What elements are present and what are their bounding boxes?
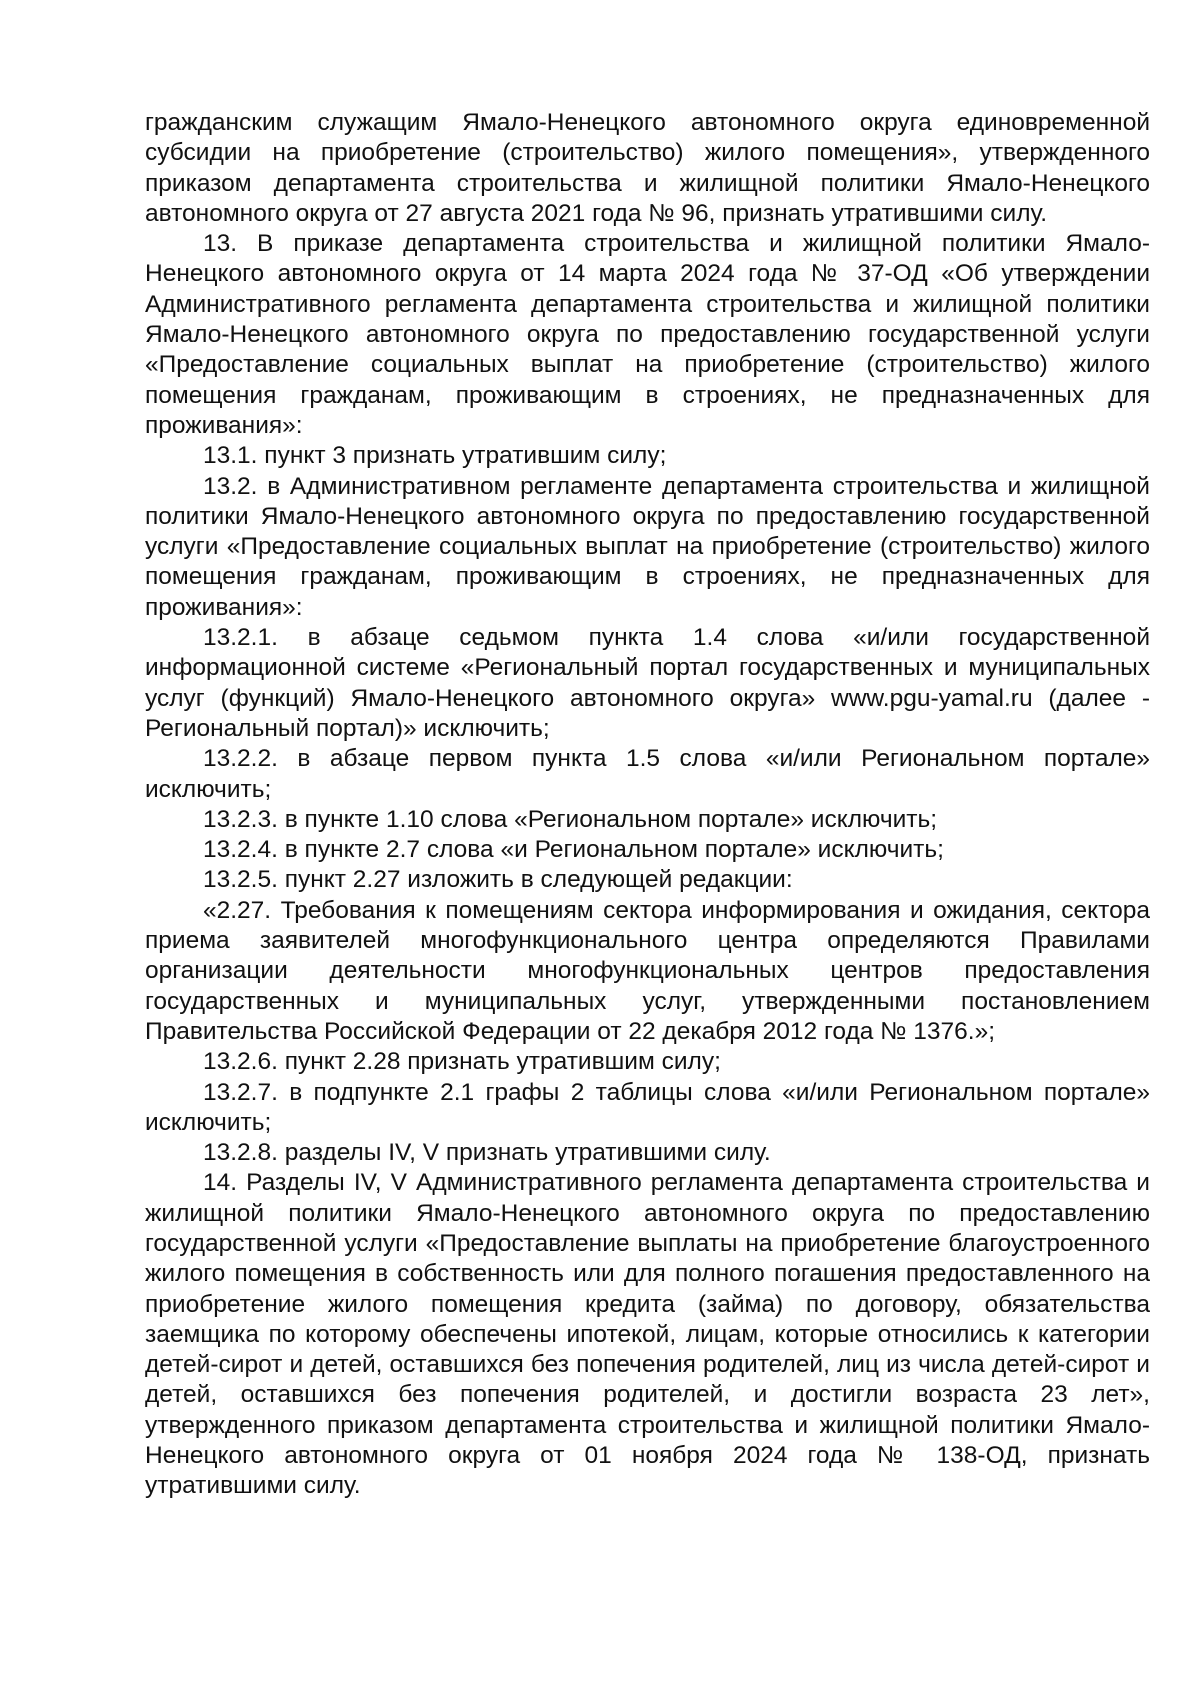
paragraph-item-13-2: 13.2. в Административном регламенте департамента строительства и жилищной политики Ямало-Ненецкого автономного округа по предоставлению государственной услуги «Предоставление социальных выплат на приобретение (строительство) жилого помещения гражданам, проживающим в строениях, не предназначенных для проживания»: [145, 472, 1150, 621]
paragraph-item-13-2-1: 13.2.1. в абзаце седьмом пункта 1.4 слова «и/или государственной информационной системе «Региональный портал государственных и муниципальных услуг (функций) Ямало-Ненецкого автономного округа» www.pgu-yamal.ru (далее - Региональный портал)» исключить; [145, 624, 1150, 742]
paragraph-item-13-1: 13.1. пункт 3 признать утратившим силу; [203, 442, 667, 470]
paragraph-item-13-2-5: 13.2.5. пункт 2.27 изложить в следующей редакции: [203, 866, 793, 894]
paragraph-quoted-2-27: «2.27. Требования к помещениям сектора информирования и ожидания, сектора приема заявителей многофункционального центра определяются Правилами организации деятельности многофункциональных центров предоставления государственных и муниципальных услуг, утвержденными постановлением Правительства Российской Федерации от 22 декабря 2012 года № 1376.»; [145, 896, 1150, 1045]
paragraph-item-13-2-4: 13.2.4. в пункте 2.7 слова «и Региональном портале» исключить; [203, 836, 944, 864]
paragraph-item-13-2-3: 13.2.3. в пункте 1.10 слова «Региональном портале» исключить; [203, 805, 938, 833]
paragraph-item-13-2-2: 13.2.2. в абзаце первом пункта 1.5 слова «и/или Региональном портале» исключить; [145, 745, 1150, 803]
document-body [145, 108, 1150, 1502]
paragraph-item-13-2-8: 13.2.8. разделы IV, V признать утратившими силу. [203, 1139, 771, 1167]
paragraph-item-14: 14. Разделы IV, V Административного регламента департамента строительства и жилищной политики Ямало-Ненецкого автономного округа по предоставлению государственной услуги «Предоставление выплаты на приобретение благоустроенного жилого помещения в собственность или для полного погашения предоставленного на приобретение жилого помещения кредита (займа) по договору, обязательства заемщика по которому обеспечены ипотекой, лицам, которые относились к категории детей-сирот и детей, оставшихся без попечения родителей, лиц из числа детей-сирот и детей, оставшихся без попечения родителей, и достигли возраста 23 лет», утвержденного приказом департамента строительства и жилищной политики Ямало-Ненецкого автономного округа от 01 ноября 2024 года № 138-ОД, признать утратившими силу. [145, 1169, 1150, 1500]
paragraph-item-13: 13. В приказе департамента строительства и жилищной политики Ямало-Ненецкого автономного округа от 14 марта 2024 года № 37-ОД «Об утверждении Административного регламента департамента строительства и жилищной политики Ямало-Ненецкого автономного округа по предоставлению государственной услуги «Предоставление социальных выплат на приобретение (строительство) жилого помещения гражданам, проживающим в строениях, не предназначенных для проживания»: [145, 230, 1150, 439]
paragraph-item-13-2-6: 13.2.6. пункт 2.28 признать утратившим силу; [203, 1048, 721, 1076]
paragraph-item-13-2-7: 13.2.7. в подпункте 2.1 графы 2 таблицы слова «и/или Региональном портале» исключить; [145, 1078, 1150, 1136]
paragraph-continuation: гражданским служащим Ямало-Ненецкого автономного округа единовременной субсидии на приобретение (строительство) жилого помещения», утвержденного приказом департамента строительства и жилищной политики Ямало-Ненецкого автономного округа от 27 августа 2021 года № 96, признать утратившими силу. [145, 109, 1150, 227]
